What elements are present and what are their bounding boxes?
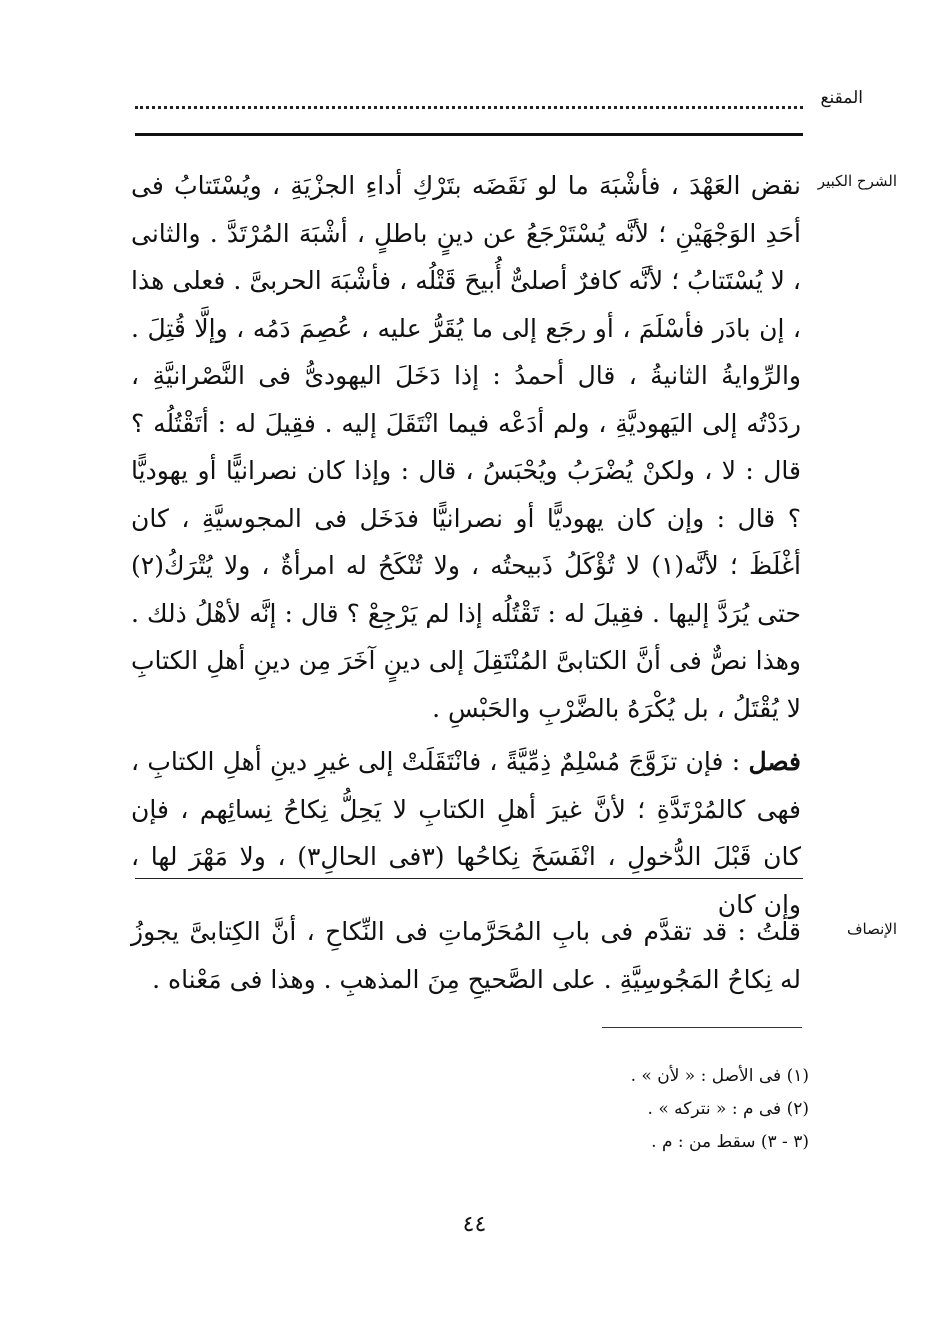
section-label-sharh: الشرح الكبير — [817, 172, 897, 190]
sharh-paragraph-2-text: : فإن تزَوَّجَ مُسْلِمٌ ذِمِّيَّةً ، فانْتَقَلَتْ إلى غيرِ دينِ أهلِ الكتابِ ، فهى كالمُرْتَدَّةِ ؛ لأنَّ غيرَ أهلِ الكتابِ لا يَحِلُّ نِكاحُ نِسائِهم ، فإن كان قَبْلَ الدُّخولِ ، انْفَسَخَ نِكاحُها (٣فى الحالِ٣) ، ولا مَهْرَ لها ، وإن كان — [131, 747, 802, 919]
footnote-rule — [602, 1027, 802, 1028]
sharh-text-block — [131, 162, 801, 928]
footnote-2: (٢) فى م : « نتركه » . — [647, 1099, 809, 1119]
footnotes — [409, 1060, 809, 1159]
section-label-insaf: الإنصاف — [846, 920, 897, 938]
header-dotted-rule — [135, 92, 803, 109]
header-rule — [135, 133, 803, 136]
page-number: ٤٤ — [462, 1212, 487, 1237]
footnote-1: (١) فى الأصل : « لأن » . — [630, 1066, 809, 1086]
fasl-heading: فصل — [748, 747, 802, 776]
insaf-text-block — [131, 908, 801, 1003]
sharh-paragraph-1: نقض العَهْدَ ، فأشْبَهَ ما لو نَقَضَه بتَرْكِ أداءِ الجزْيَةِ ، ويُسْتَتابُ فى أحَدِ الوَجْهَيْنِ ؛ لأنَّه يُسْتَرْجَعُ عن دينٍ باطلٍ ، أشْبَهَ المُرْتَدَّ . والثانى ، لا يُسْتَتابُ ؛ لأنَّه كافرٌ أصلىٌّ أُبيحَ قَتْلُه ، فأشْبَهَ الحربىَّ . فعلى هذا ، إن بادَر فأسْلَمَ ، أو رجَع إلى ما يُقَرُّ عليه ، عُصِمَ دَمُه ، وإلَّا قُتِلَ . والرِّوايةُ الثانيةُ ، قال أحمدُ : إذا دَخَلَ اليهودىُّ فى النَّصْرانيَّةِ ، ردَدْتُه إلى اليَهوديَّةِ ، ولم أدَعْه فيما انْتَقَلَ إليه . فقِيلَ له : أتَقْتُلُه ؟ قال : لا ، ولكنْ يُضْرَبُ ويُحْبَسُ ، قال : وإذا كان نصرانيًّا أو يهوديًّا ؟ قال : وإن كان يهوديًّا أو نصرانيًّا فدَخَل فى المجوسيَّةِ ، كان أغْلَظَ ؛ لأنَّه(١) لا تُؤْكَلُ ذَبيحتُه ، ولا تُنْكَحُ له امرأةٌ ، ولا يُتْرَكُ(٢) حتى يُرَدَّ إليها . فقِيلَ له : تَقْتُلُه إذا لم يَرْجِعْ ؟ قال : إنَّه لأهْلُ ذلك . وهذا نصٌّ فى أنَّ الكتابىَّ المُنْتَقِلَ إلى دينٍ آخَرَ مِن دينِ أهلِ الكتابِ لا يُقْتَلُ ، بل يُكْرَهُ بالضَّرْبِ والحَبْسِ . — [131, 171, 801, 723]
sharh-paragraph-2 — [131, 738, 801, 928]
running-title: المقنع — [820, 88, 863, 108]
section-divider — [135, 878, 803, 879]
footnote-3: (٣ - ٣) سقط من : م . — [651, 1132, 809, 1152]
insaf-paragraph: قلتُ : قد تقدَّم فى بابِ المُحَرَّماتِ فى النِّكاحِ ، أنَّ الكِتابىَّ يجوزُ له نِكاحُ المَجُوسِيَّةِ . على الصَّحيحِ مِنَ المذهبِ . وهذا فى مَعْناه . — [131, 917, 801, 994]
